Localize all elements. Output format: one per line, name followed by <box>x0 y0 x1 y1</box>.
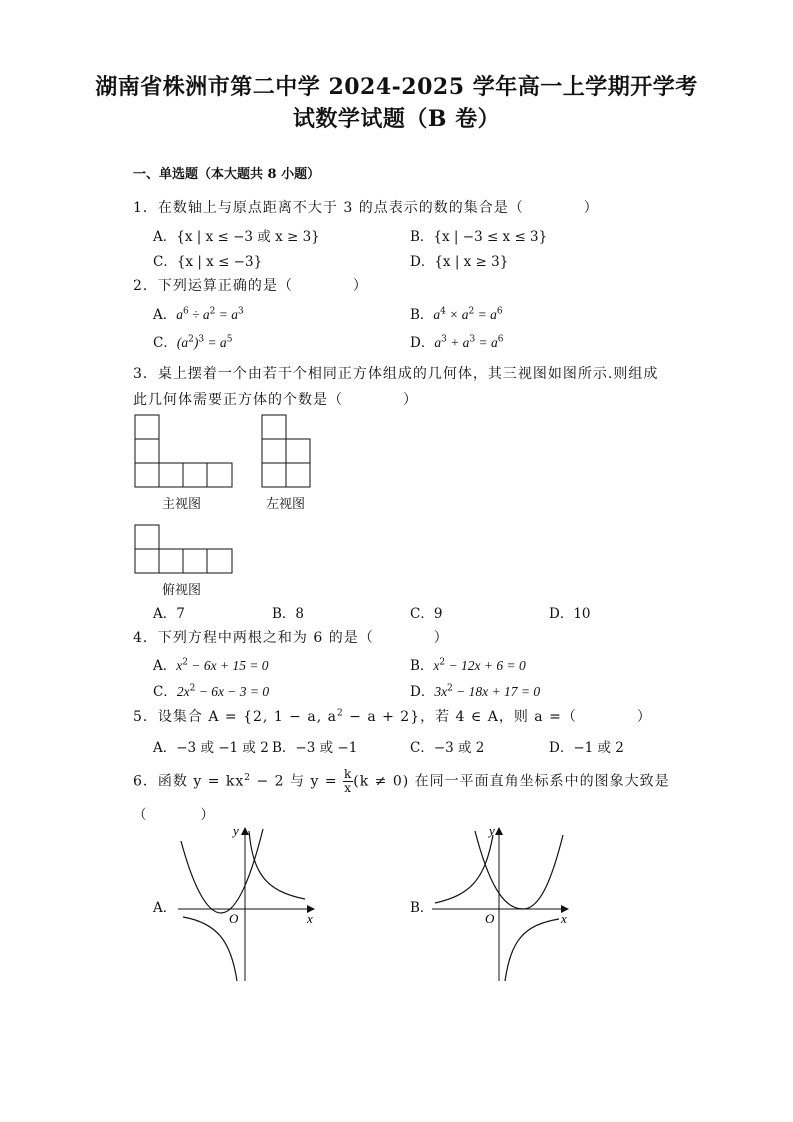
q2-d-exp3: 6 <box>497 334 504 345</box>
top-view <box>135 525 232 573</box>
q2-c-exp3: 5 <box>226 334 233 345</box>
q4-c-term: 2x <box>176 684 190 699</box>
q4-a-term: x <box>176 658 183 673</box>
q2-a-exp1: 6 <box>183 306 189 317</box>
section-heading: 一、单选题（本大题共 8 小题） <box>133 167 321 182</box>
q2-c-mid: ) <box>193 335 199 350</box>
q2-d-exp1: 3 <box>441 334 447 345</box>
q1-option-d: D．{x | x ≥ 3} <box>410 254 509 270</box>
q3-stem-line2: 此几何体需要正方体的个数是（ ） <box>133 392 418 408</box>
q2-b-label: B． <box>410 307 434 323</box>
q2-option-b <box>410 303 503 323</box>
q2-c-label: C． <box>153 335 177 351</box>
q2-a-lhs: a <box>176 307 183 322</box>
front-view-caption: 主视图 <box>162 497 202 512</box>
q3-stem-line1: 3．桌上摆着一个由若干个相同正方体组成的几何体，其三视图如图所示.则组成 <box>133 366 659 382</box>
q4-d-label: D． <box>410 684 435 700</box>
q1-option-a: A．{x | x ≤ −3 或 x ≥ 3} <box>153 229 320 245</box>
q6-option-a-label: A． <box>153 900 177 916</box>
q4-c-label: C． <box>153 684 177 700</box>
q2-a-rhs: = a <box>215 307 239 322</box>
q6-option-b-label: B． <box>410 900 434 916</box>
q2-b-lhs: a <box>433 307 441 322</box>
q5-option-d: D．−1 或 2 <box>549 740 624 756</box>
q2-d-mid: + a <box>446 335 470 350</box>
q1-stem: 1．在数轴上与原点距离不大于 3 的点表示的数的集合是（ ） <box>133 200 599 216</box>
q4-option-b <box>410 654 526 674</box>
q2-b-exp2: 2 <box>468 306 475 317</box>
q6-graph-a <box>173 823 323 988</box>
q5-option-c: C．−3 或 2 <box>410 740 485 756</box>
q2-b-rhs: = a <box>474 307 497 322</box>
q6-stem-exp: 2 <box>244 772 252 783</box>
q2-option-d <box>410 331 504 351</box>
q1-option-b: B．{x | −3 ≤ x ≤ 3} <box>410 229 548 245</box>
q2-b-exp1: 4 <box>440 306 446 317</box>
q6-stem <box>133 768 670 795</box>
graph-a-x-label: x <box>307 911 313 926</box>
graph-a-hyperbola-branch-1 <box>249 831 305 899</box>
graph-b-x-label: x <box>561 911 567 926</box>
q6-frac-den: x <box>344 781 353 795</box>
q2-a-exp3: 3 <box>238 306 244 317</box>
graph-b-hyperbola-branch-1 <box>435 835 493 903</box>
q2-a-mid: ÷ a <box>188 307 210 322</box>
q4-d-term: 3x <box>434 684 448 699</box>
q2-c-rhs: = a <box>204 335 227 350</box>
q4-option-c <box>153 680 269 700</box>
graph-a-origin-label: O <box>229 911 239 926</box>
graph-a-hyperbola-branch-2 <box>183 917 237 981</box>
top-view-caption: 俯视图 <box>162 583 202 598</box>
q3-option-b: B．8 <box>272 606 305 622</box>
graph-b-origin-label: O <box>485 911 495 926</box>
q2-a-label: A． <box>153 307 177 323</box>
q5-stem-b: − a + 2}，若 4 ∈ A，则 a =（ ） <box>343 709 652 725</box>
q2-d-label: D． <box>410 335 435 351</box>
q2-b-exp3: 6 <box>496 306 503 317</box>
q4-option-d <box>410 680 540 700</box>
q4-b-exp: 2 <box>439 657 446 668</box>
q6-frac-num: k <box>344 767 353 781</box>
q4-c-exp: 2 <box>189 683 196 694</box>
q4-option-a <box>153 654 269 674</box>
left-view-caption: 左视图 <box>266 497 306 512</box>
document-title-line1: 湖南省株洲市第二中学 2024-2025 学年高一上学期开学考 <box>95 74 698 100</box>
q2-stem: 2．下列运算正确的是（ ） <box>133 278 368 294</box>
q4-b-rest: − 12x + 6 = 0 <box>445 658 526 673</box>
q5-option-a: A．−3 或 −1 或 2 <box>153 740 269 756</box>
q4-a-rest: − 6x + 15 = 0 <box>187 658 269 673</box>
left-view <box>262 415 310 487</box>
q6-stem-a: 6．函数 y = kx <box>133 773 245 790</box>
q2-d-rhs: = a <box>475 335 498 350</box>
q5-stem <box>133 706 652 726</box>
graph-b-y-label: y <box>489 823 495 838</box>
q2-c-exp2: 3 <box>198 334 205 345</box>
q5-stem-a: 5．设集合 A = {2, 1 − a, a <box>133 709 337 725</box>
document-title-line2: 试数学试题（B 卷） <box>292 106 501 132</box>
q6-answer-paren: （ ） <box>133 807 214 823</box>
q6-stem-b: − 2 与 y = <box>251 773 343 790</box>
q4-a-label: A． <box>153 658 177 674</box>
q2-a-exp2: 2 <box>209 306 216 317</box>
q5-option-b: B．−3 或 −1 <box>272 740 358 756</box>
q3-option-c: C．9 <box>410 606 443 622</box>
q4-d-exp: 2 <box>447 683 453 694</box>
graph-b-hyperbola-branch-2 <box>505 919 559 981</box>
graph-b-y-arrow <box>495 827 503 835</box>
q6-stem-c: (k ≠ 0) 在同一平面直角坐标系中的图象大致是 <box>353 773 670 790</box>
q2-d-lhs: a <box>434 335 442 350</box>
q4-b-label: B． <box>410 658 434 674</box>
q2-option-a <box>153 303 244 323</box>
q6-fraction <box>343 768 353 795</box>
q6-graph-b <box>427 823 577 988</box>
q2-b-mid: × a <box>445 307 469 322</box>
q5-stem-exp: 2 <box>336 708 344 719</box>
q3-option-d: D．10 <box>549 606 591 622</box>
graph-a-y-label: y <box>233 823 239 838</box>
q2-d-exp2: 3 <box>469 334 476 345</box>
front-view <box>135 415 232 487</box>
q4-a-exp: 2 <box>182 657 188 668</box>
q2-c-lhs: (a <box>176 335 189 350</box>
q4-c-rest: − 6x − 3 = 0 <box>195 684 270 699</box>
graph-b-parabola <box>475 831 563 909</box>
q4-stem: 4．下列方程中两根之和为 6 的是（ ） <box>133 630 449 646</box>
graph-a-y-arrow <box>241 827 249 835</box>
q4-b-term: x <box>433 658 440 673</box>
q3-option-a: A．7 <box>153 606 185 622</box>
q2-option-c <box>153 331 232 351</box>
q1-option-c: C．{x | x ≤ −3} <box>153 254 263 270</box>
q2-c-exp1: 2 <box>188 334 194 345</box>
q4-d-rest: − 18x + 17 = 0 <box>452 684 541 699</box>
